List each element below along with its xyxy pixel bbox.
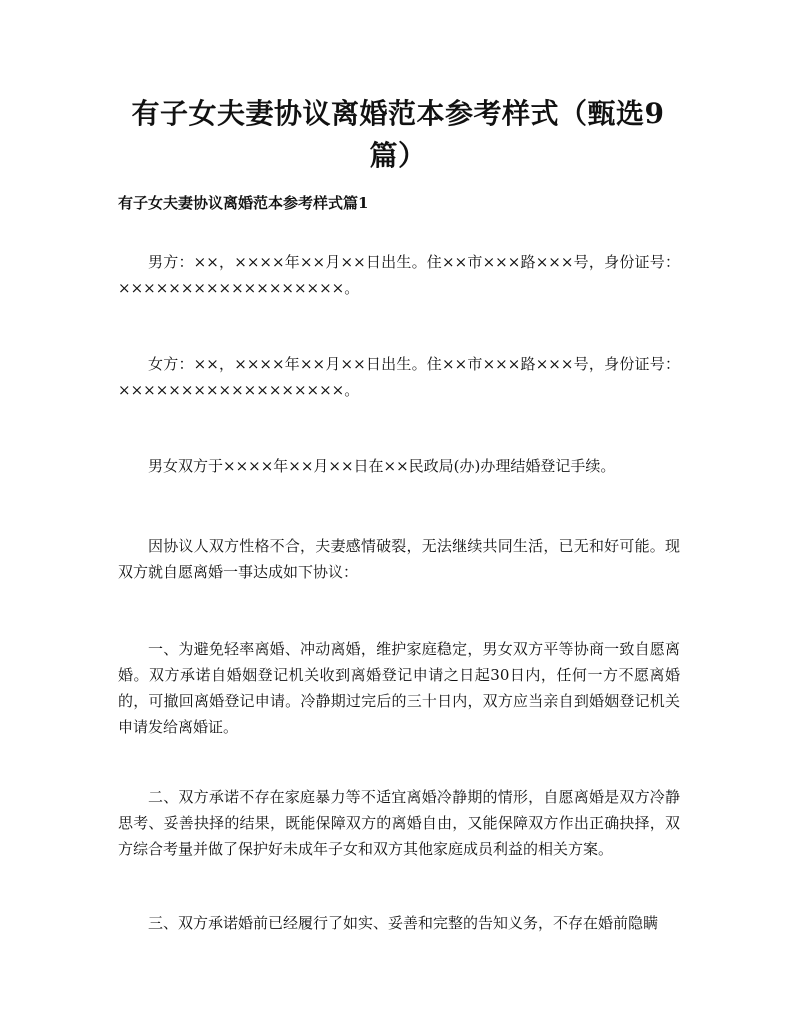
paragraph-female-party: 女方：××，××××年××月××日出生。住××市×××路×××号，身份证号：××××××××××××××××××。 — [118, 355, 680, 399]
paragraph-clause-2: 二、双方承诺不存在家庭暴力等不适宜离婚冷静期的情形，自愿离婚是双方冷静思考、妥善抉择的结果，既能保障双方的离婚自由，又能保障双方作出正确抉择，双方综合考量并做了保护好未成年子女和双方其他家庭成员利益的相关方案。 — [118, 788, 680, 858]
section-heading: 有子女夫妻协议离婚范本参考样式篇1 — [118, 194, 369, 212]
paragraph-marriage-registration: 男女双方于××××年××月××日在××民政局(办)办理结婚登记手续。 — [148, 457, 616, 475]
paragraph-reason: 因协议人双方性格不合，夫妻感情破裂，无法继续共同生活，已无和好可能。现双方就自愿离婚一事达成如下协议： — [118, 537, 680, 581]
paragraph-male-party: 男方：××，××××年××月××日出生。住××市×××路×××号，身份证号：××××××××××××××××××。 — [118, 253, 680, 297]
document-title: 有子女夫妻协议离婚范本参考样式（甄选9篇） — [131, 97, 665, 172]
paragraph-clause-1: 一、为避免轻率离婚、冲动离婚，维护家庭稳定，男女双方平等协商一致自愿离婚。双方承诺自婚姻登记机关收到离婚登记申请之日起30日内，任何一方不愿离婚的，可撤回离婚登记申请。冷静期过完后的三十日内，双方应当亲自到婚姻登记机关申请发给离婚证。 — [118, 640, 680, 736]
paragraph-clause-3: 三、双方承诺婚前已经履行了如实、妥善和完整的告知义务，不存在婚前隐瞒 — [148, 914, 659, 932]
